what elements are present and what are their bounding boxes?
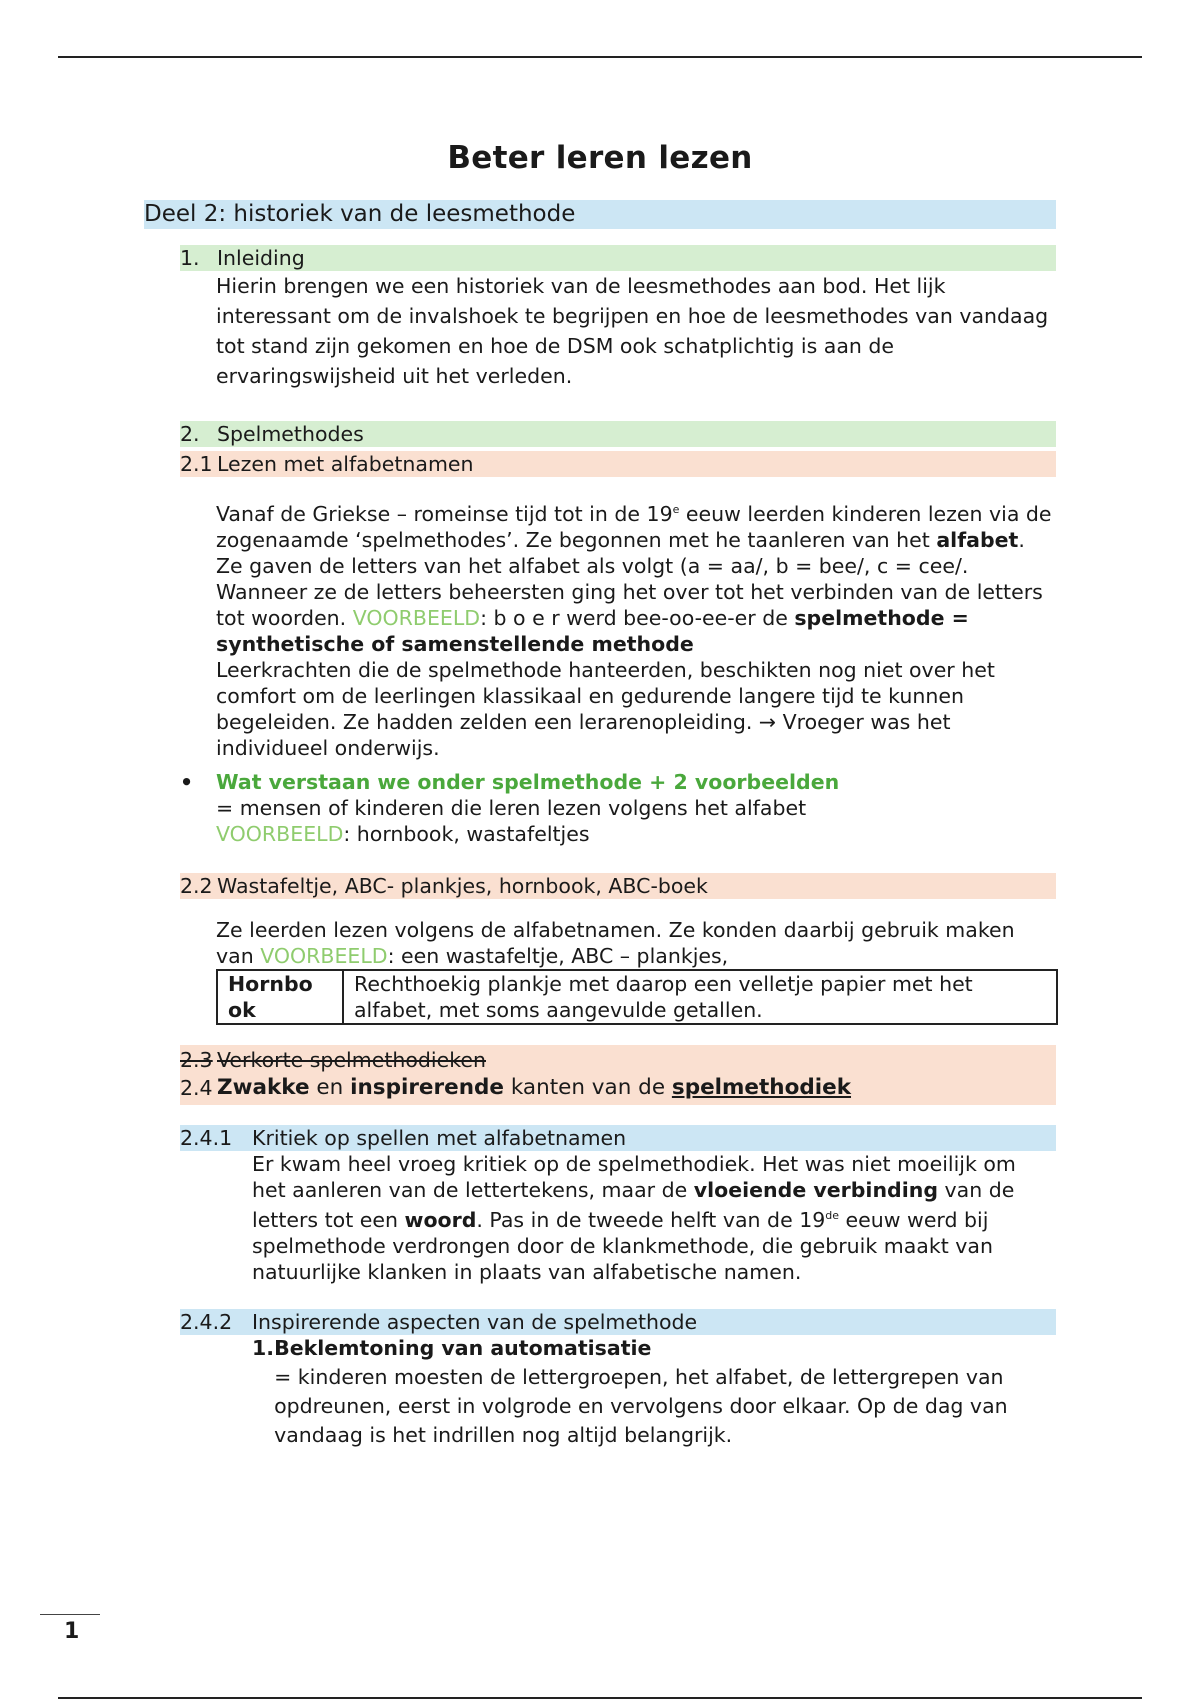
question-text: Wat verstaan we onder spelmethode + 2 voorbeelden xyxy=(216,769,840,794)
document-body xyxy=(144,200,1056,1450)
section-2-2-heading xyxy=(180,873,1056,899)
section-2-1-heading xyxy=(180,451,1056,477)
section-2-1-paragraph xyxy=(216,497,1056,761)
section-1-paragraph: Hierin brengen we een historiek van de leesmethodes aan bod. Het lijk interessant om de invalshoek te begrijpen en hoe de leesmethodes van vandaag tot stand zijn gekomen en hoe de DSM ook schatplichtig is aan de ervaringswijsheid uit het verleden. xyxy=(216,274,1049,388)
bold-word: inspirerende xyxy=(350,1074,504,1100)
bold-term: woord xyxy=(404,1207,477,1232)
example-label: VOORBEELD xyxy=(260,943,388,968)
section-2-heading xyxy=(180,421,1056,447)
text-run: en xyxy=(309,1074,351,1100)
section-number: 2.2 xyxy=(180,873,213,898)
section-title: Kritiek op spellen met alfabetnamen xyxy=(252,1125,627,1150)
section-2-4-heading xyxy=(180,1073,1056,1103)
question-bullet xyxy=(180,769,1056,847)
section-number: 2.4.1 xyxy=(180,1125,233,1150)
bold-term: vloeiende verbinding xyxy=(693,1177,939,1202)
example-line xyxy=(216,821,839,847)
item-title: Beklemtoning van automatisatie xyxy=(274,1335,652,1360)
text-run: eeuw werd bij spelmethode verdrongen door de klankmethode, die gebruik maakt van natuurlijke klanken in plaats van alfabetische namen. xyxy=(252,1207,993,1284)
text-run: van de letters tot een xyxy=(252,1177,1015,1232)
item-number: 1. xyxy=(252,1335,275,1360)
text-run: . Pas in de tweede helft van de 19 xyxy=(476,1207,826,1232)
section-number: 2. xyxy=(180,422,200,446)
text-run: Ze leerden lezen volgens de alfabetnamen. Ze konden daarbij gebruik maken van xyxy=(216,917,1015,968)
bold-underlined-word: spelmethodiek xyxy=(671,1074,852,1100)
section-number: 2.4 xyxy=(180,1075,213,1100)
example-label: VOORBEELD xyxy=(352,605,481,630)
superscript: de xyxy=(825,1208,840,1222)
text-run: : hornbook, wastafeltjes xyxy=(343,821,590,846)
answer-text: = mensen of kinderen die leren lezen volgens het alfabet xyxy=(216,795,807,820)
text-run: kanten van de xyxy=(503,1074,672,1100)
text-run: eeuw leerden kinderen lezen via de zogenaamde ‘spelmethodes’. Ze begonnen met he taanleren van het xyxy=(216,501,1052,552)
section-1-heading xyxy=(180,245,1056,271)
text-run: : b o e r werd bee-oo-ee-er de xyxy=(480,605,795,630)
section-title: Inspirerende aspecten van de spelmethode xyxy=(252,1309,698,1334)
definition-table xyxy=(216,969,1058,1025)
section-2-2-paragraph xyxy=(216,917,1056,969)
table-row xyxy=(217,970,1057,1024)
section-title: Spelmethodes xyxy=(217,422,364,446)
text-run: Vanaf de Griekse – romeinse tijd tot in de 19 xyxy=(216,501,673,526)
section-title xyxy=(217,1073,851,1103)
bold-definition: spelmethode = synthetische of samenstellende methode xyxy=(216,605,969,656)
text-run: : een wastafeltje, ABC – plankjes, xyxy=(387,943,729,968)
section-2-4-1-paragraph xyxy=(252,1151,1056,1285)
section-2-4-1-heading xyxy=(180,1125,1056,1151)
text-run: . Ze gaven de letters van het alfabet als volgt (a = aa/, b = bee/, c = cee/. Wanneer ze de letters beheersten ging het over tot het verbinden van de letters tot woorden. xyxy=(216,527,1043,630)
table-term-cell: Hornbo ok xyxy=(217,970,343,1024)
text-run: Leerkrachten die de spelmethode hanteerden, beschikten nog niet over het comfort om de leerlingen klassikaal en gedurende langere tijd te kunnen begeleiden. Ze hadden zelden een lerarenopleiding. → Vroeger was het individueel onderwijs. xyxy=(216,657,995,760)
section-2-4-2-heading xyxy=(180,1309,1056,1335)
section-2-3-4-block xyxy=(180,1045,1056,1105)
section-number: 2.1 xyxy=(180,452,213,476)
section-title: Lezen met alfabetnamen xyxy=(217,452,474,476)
bold-word: Zwakke xyxy=(217,1074,310,1100)
section-2-3-heading xyxy=(180,1047,1056,1073)
bullet-icon: • xyxy=(180,769,194,794)
bold-term: alfabet xyxy=(936,527,1019,552)
item-text: = kinderen moesten de lettergroepen, het alfabet, de lettergrepen van opdreunen, eerst in volgrode en vervolgens door elkaar. Op de dag van vandaag is het indrillen nog altijd belangrijk. xyxy=(274,1364,1008,1447)
section-title: Inleiding xyxy=(217,246,305,270)
footer-rule xyxy=(58,1697,1142,1699)
section-title: Verkorte spelmethodieken xyxy=(217,1047,486,1072)
superscript: e xyxy=(672,503,680,516)
numbered-item xyxy=(252,1335,1056,1450)
header-rule xyxy=(58,56,1142,58)
section-number: 2.4.2 xyxy=(180,1309,233,1334)
section-title: Wastafeltje, ABC- plankjes, hornbook, ABC-boek xyxy=(217,873,708,898)
part-heading: Deel 2: historiek van de leesmethode xyxy=(144,200,1056,229)
document-title: Beter leren lezen xyxy=(447,140,753,176)
section-number: 1. xyxy=(180,246,200,270)
text-run: Er kwam heel vroeg kritiek op de spelmethodiek. Het was niet moeilijk om het aanleren van de lettertekens, maar de xyxy=(252,1151,1016,1202)
section-number: 2.3 xyxy=(180,1047,213,1072)
example-label: VOORBEELD xyxy=(216,821,344,846)
page-number: 1 xyxy=(40,1614,100,1644)
table-definition-cell: Rechthoekig plankje met daarop een velletje papier met het alfabet, met soms aangevulde getallen. xyxy=(343,970,1057,1024)
